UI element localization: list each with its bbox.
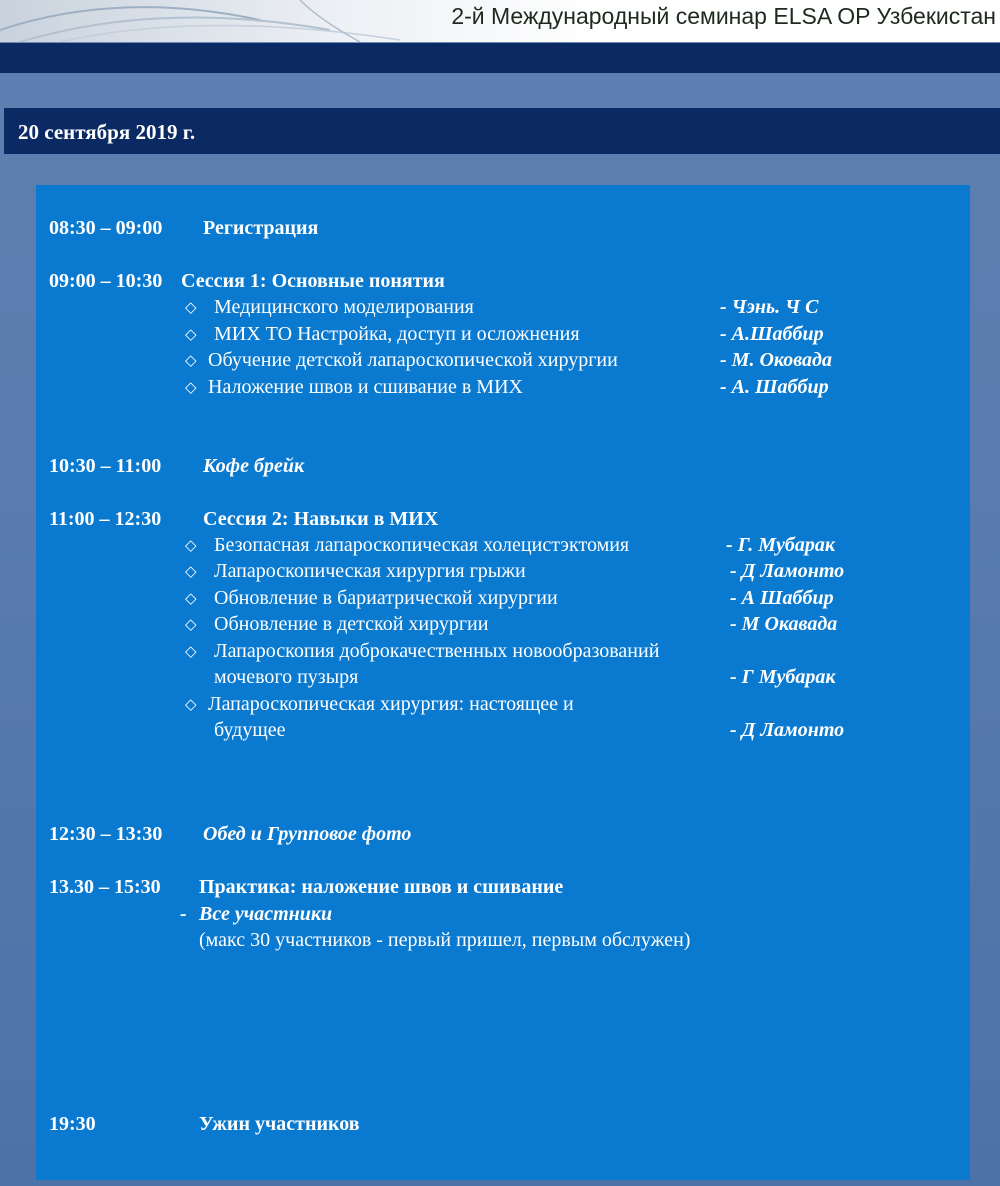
- title-session-2: Сессия 2: Навыки в МИХ: [203, 508, 439, 530]
- title-session-1: Сессия 1: Основные понятия: [181, 270, 445, 292]
- s2-speaker: - Г Мубарак: [730, 666, 836, 688]
- header-bar: [0, 0, 1000, 42]
- s2-topic: Обновление в бариатрической хирургии: [214, 587, 558, 609]
- diamond-bullet-icon: ◇: [185, 642, 197, 660]
- s1-topic: Наложение швов и сшивание в МИХ: [208, 376, 523, 398]
- s2-topic-continued: мочевого пузыря: [214, 666, 359, 688]
- s2-topic: Лапароскопическая хирургия: настоящее и: [208, 693, 574, 715]
- time-coffee: 10:30 – 11:00: [49, 455, 162, 477]
- diamond-bullet-icon: ◇: [185, 562, 197, 580]
- date-band: [4, 108, 1000, 154]
- seminar-title: 2-й Международный семинар ELSA OP Узбекистан: [451, 3, 996, 29]
- diamond-bullet-icon: ◇: [185, 298, 197, 316]
- s1-speaker: - А. Шаббир: [720, 376, 829, 398]
- title-dinner: Ужин участников: [199, 1113, 360, 1135]
- time-session-2: 11:00 – 12:30: [49, 508, 162, 530]
- diamond-bullet-icon: ◇: [185, 536, 197, 554]
- s2-topic: Лапароскопия доброкачественных новообразований: [214, 640, 660, 662]
- nav-band: [0, 42, 1000, 73]
- title-registration: Регистрация: [203, 217, 319, 239]
- s1-speaker: - Чэнь. Ч С: [720, 296, 819, 318]
- time-registration: 08:30 – 09:00: [49, 217, 163, 239]
- s1-speaker: - А.Шаббир: [720, 323, 824, 345]
- diamond-bullet-icon: ◇: [185, 589, 197, 607]
- title-lunch: Обед и Групповое фото: [203, 823, 412, 845]
- diamond-bullet-icon: ◇: [185, 351, 197, 369]
- s2-speaker: - Г. Мубарак: [726, 534, 836, 556]
- diamond-bullet-icon: ◇: [185, 615, 197, 633]
- diamond-bullet-icon: ◇: [185, 695, 197, 713]
- s2-topic: Безопасная лапароскопическая холецистэктомия: [214, 534, 630, 556]
- diamond-bullet-icon: ◇: [185, 378, 197, 396]
- s1-topic: Медицинского моделирования: [214, 296, 474, 318]
- practice-note: (макс 30 участников - первый пришел, первым обслужен): [199, 929, 691, 951]
- time-lunch: 12:30 – 13:30: [49, 823, 163, 845]
- s2-topic: Обновление в детской хирургии: [214, 613, 489, 635]
- s1-speaker: - М. Оковада: [720, 349, 832, 371]
- event-date: 20 сентября 2019 г.: [18, 120, 196, 144]
- s2-speaker: - Д Ламонто: [730, 719, 845, 741]
- time-dinner: 19:30: [49, 1113, 96, 1135]
- s2-speaker: - М Окавада: [730, 613, 838, 635]
- diamond-bullet-icon: ◇: [185, 325, 197, 343]
- title-coffee: Кофе брейк: [203, 455, 305, 477]
- practice-participants: Все участники: [199, 903, 333, 925]
- schedule-panel: [36, 185, 970, 1180]
- s2-speaker: - А Шаббир: [730, 587, 834, 609]
- title-practice: Практика: наложение швов и сшивание: [199, 876, 564, 898]
- s2-topic-continued: будущее: [214, 719, 286, 741]
- time-practice: 13.30 – 15:30: [49, 876, 161, 898]
- practice-dash: -: [180, 903, 187, 925]
- globe-decoration: [0, 0, 420, 42]
- s1-topic: Обучение детской лапароскопической хирургии: [208, 349, 618, 371]
- time-session-1: 09:00 – 10:30: [49, 270, 163, 292]
- s2-topic: Лапароскопическая хирургия грыжи: [214, 560, 526, 582]
- s1-topic: МИХ ТО Настройка, доступ и осложнения: [214, 323, 580, 345]
- s2-speaker: - Д Ламонто: [730, 560, 845, 582]
